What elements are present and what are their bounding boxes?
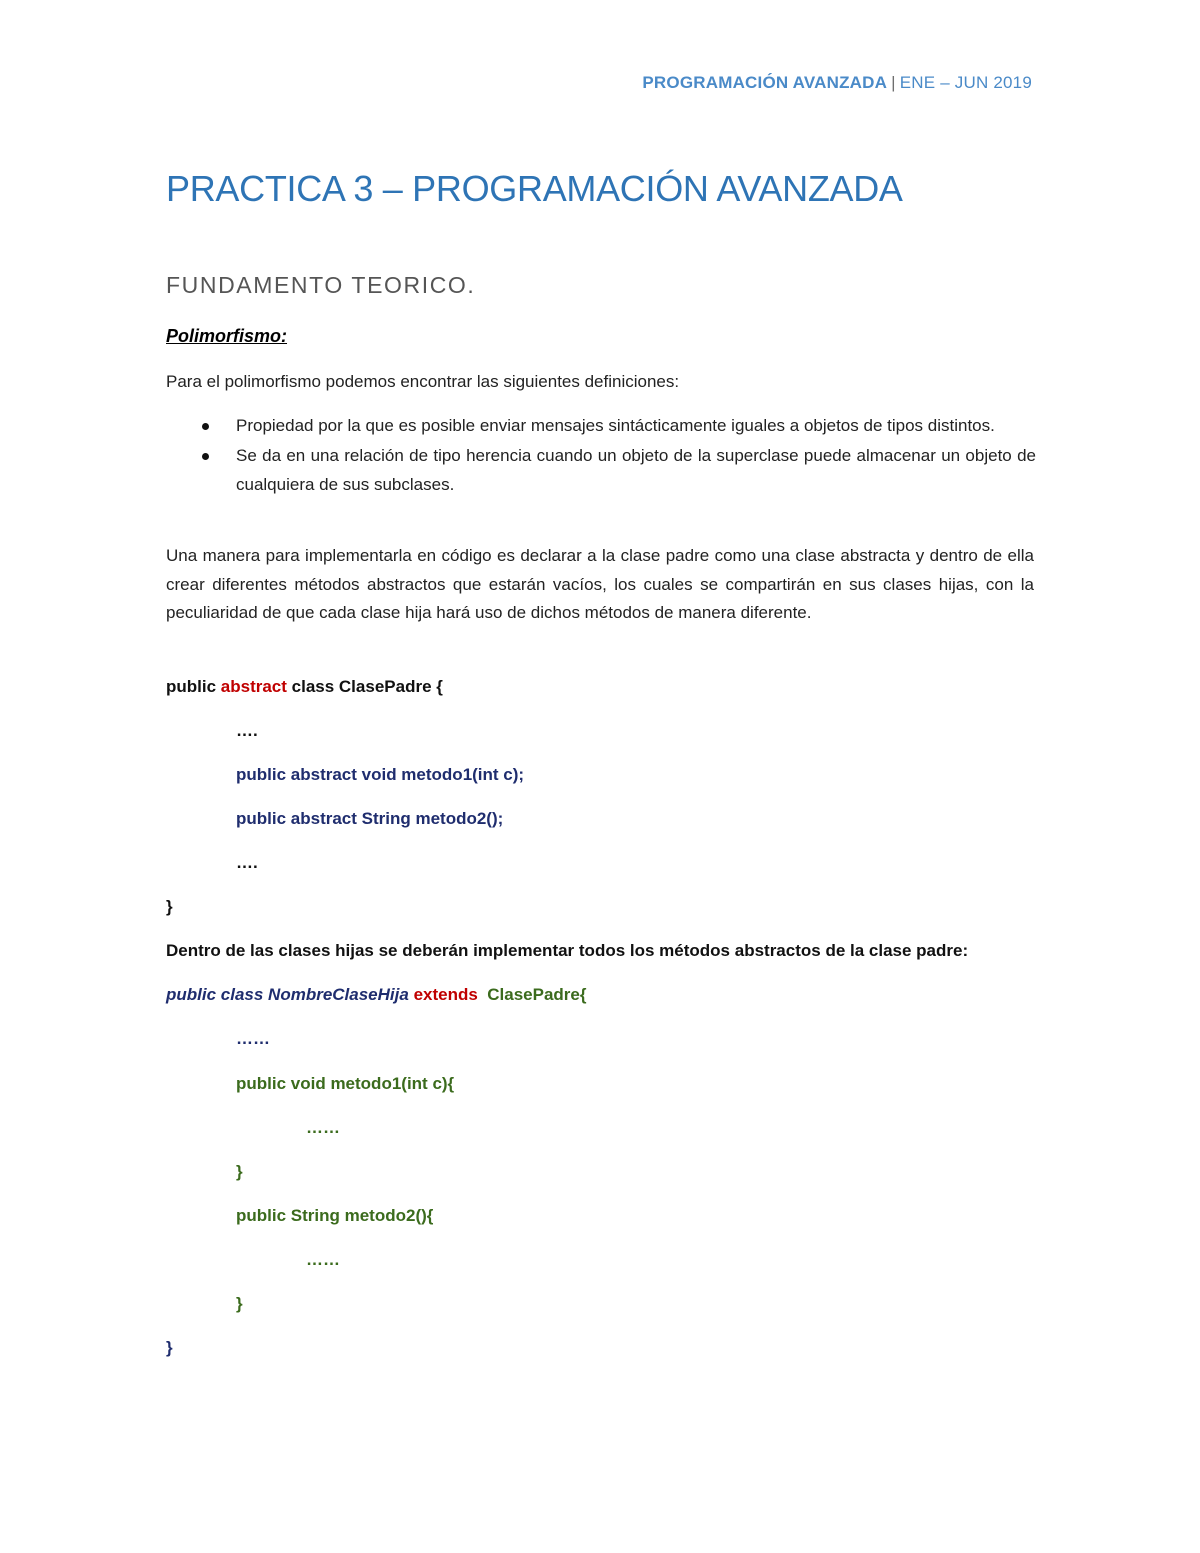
code-child-class: public class NombreClaseHija	[166, 985, 409, 1004]
code-close-brace: }	[166, 1338, 173, 1357]
bullet-icon	[202, 423, 209, 430]
code-line-method1: public abstract void metodo1(int c);	[236, 765, 525, 784]
header-separator: |	[891, 73, 896, 92]
list-item	[166, 441, 1036, 499]
code-line-method2: public abstract String metodo2();	[236, 809, 504, 828]
body-paragraph: Una manera para implementarla en código es declarar a la clase padre como una clase abstracta y dentro de ella crear diferentes métodos abstractos que estarán vacíos, los cuales se compartirán en sus clases hijas, con la peculiaridad de que cada clase hija hará uso de dichos métodos de manera diferente.	[166, 546, 1034, 622]
section-heading: FUNDAMENTO TEORICO.	[166, 272, 476, 298]
code-parent-class: ClasePadre{	[487, 985, 587, 1004]
code-ellipsis: ……	[306, 1118, 340, 1137]
subsection-heading: Polimorfismo:	[166, 326, 288, 346]
code-ellipsis: ……	[236, 1029, 270, 1048]
code-close-brace: }	[236, 1162, 243, 1181]
code-line-class-decl	[166, 676, 443, 698]
code-close-brace: }	[236, 1294, 243, 1313]
intro-text: Para el polimorfismo podemos encontrar las siguientes definiciones:	[166, 372, 680, 391]
list-item-text: Se da en una relación de tipo herencia cuando un objeto de la superclase puede almacenar un objeto de cualquiera de sus subclases.	[236, 446, 1036, 494]
definitions-list	[166, 411, 1036, 500]
code-class-name: class ClasePadre {	[286, 677, 443, 696]
code-line-impl-method2: public String metodo2(){	[236, 1206, 434, 1225]
header-period: ENE – JUN 2019	[899, 73, 1032, 92]
note-text: Dentro de las clases hijas se deberán implementar todos los métodos abstractos de la clase padre:	[166, 941, 969, 960]
code-ellipsis: ……	[306, 1250, 340, 1269]
code-keyword-abstract: abstract	[220, 677, 287, 696]
code-line-impl-method1: public void metodo1(int c){	[236, 1074, 455, 1093]
list-item-text: Propiedad por la que es posible enviar mensajes sintácticamente iguales a objetos de tipos distintos.	[236, 416, 995, 435]
list-item	[166, 411, 1036, 440]
code-keyword-public: public	[166, 677, 221, 696]
page-title: PRACTICA 3 – PROGRAMACIÓN AVANZADA	[166, 168, 903, 209]
header-course: PROGRAMACIÓN AVANZADA	[642, 73, 888, 92]
code-close-brace: }	[166, 897, 173, 916]
bullet-icon	[202, 453, 209, 460]
page-header	[642, 73, 1032, 93]
code-keyword-extends: extends	[413, 985, 478, 1004]
code-ellipsis: ….	[236, 853, 258, 872]
code-ellipsis: ….	[236, 721, 258, 740]
code-line-child-decl	[166, 984, 587, 1006]
